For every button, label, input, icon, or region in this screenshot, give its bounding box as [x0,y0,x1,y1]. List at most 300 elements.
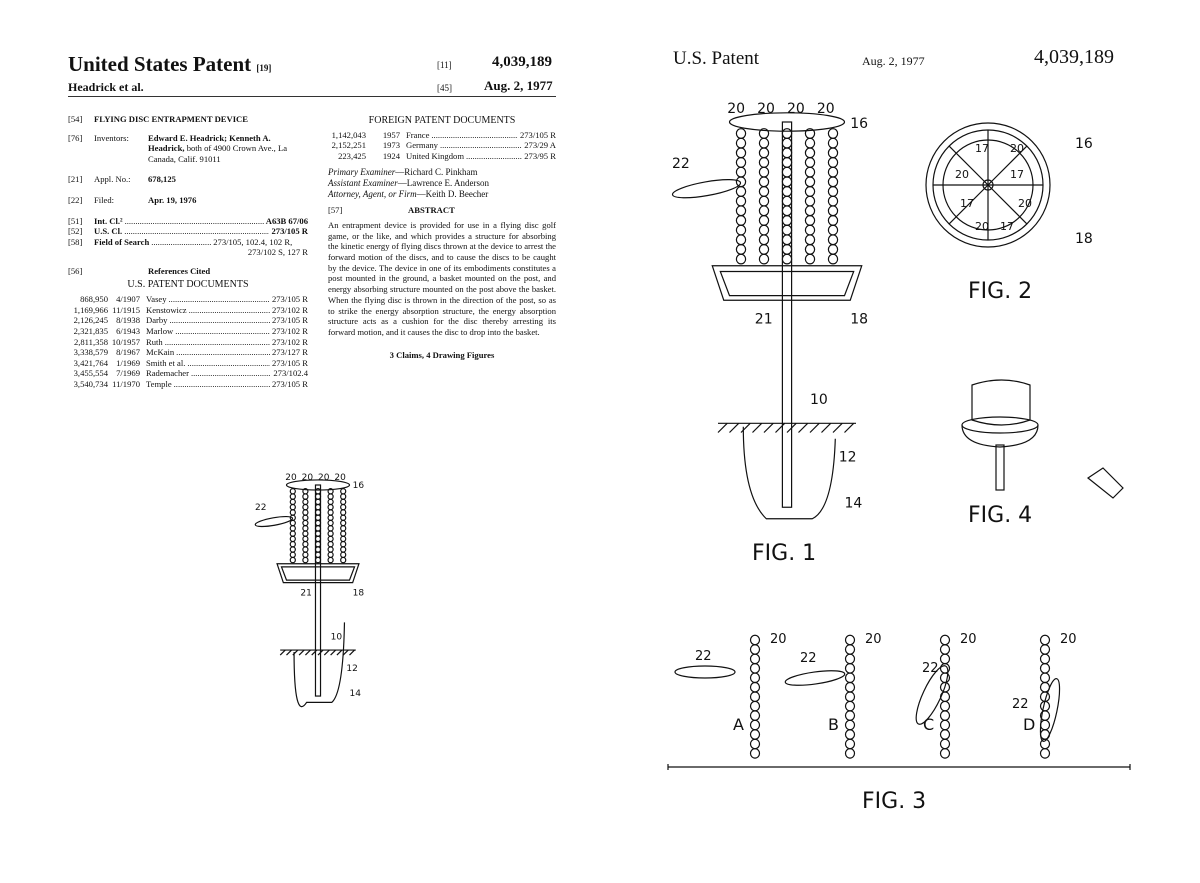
us-class: 273/105 R [271,226,308,237]
chain-link [290,536,295,541]
reference-numeral: 20 [787,100,805,117]
chain-link [941,635,950,644]
doc-name: Vasey [146,294,167,305]
chain-link [759,196,768,206]
figure-label: FIG. 1 [752,541,817,566]
inventor-short: Headrick et al. [68,80,144,94]
chain-link [805,138,814,148]
hatch [287,650,292,655]
chain-link [341,552,346,557]
chain-link [751,711,760,720]
hatch [305,650,310,655]
doc-number: 3,338,579 [73,347,108,358]
chain-link [290,531,295,536]
chain-link [341,542,346,547]
chain-link [941,645,950,654]
chain-link [303,557,308,562]
doc-class: 273/105 R [271,378,308,389]
doc-date: 1973 [382,140,400,151]
chain-link [846,645,855,654]
int-class: A63B 67/06 [265,215,308,226]
doc-number: 2,811,358 [73,336,108,347]
field-code: [21] [68,174,83,185]
doc-number: 223,425 [338,150,366,161]
chain-link [751,635,760,644]
chain-link [736,245,745,255]
chain-link [315,547,320,552]
chain-link [328,536,333,541]
chain-link [782,158,791,168]
patent-number: 4,039,189 [492,54,552,70]
chain-link [846,673,855,682]
chain-link [759,206,768,216]
title-text: United States Patent [68,52,252,76]
chain-link [828,196,837,206]
chain-link [328,542,333,547]
chain-link [846,692,855,701]
chain-link [805,177,814,187]
flying-disc [671,176,741,202]
hatch [337,650,342,655]
doc-date: 11/1915 [112,304,140,315]
chain-link [303,542,308,547]
chain-link [846,739,855,748]
chain-link [328,494,333,499]
right-header-number: 4,039,189 [1034,46,1114,68]
chain-link [736,206,745,216]
right-header-date: Aug. 2, 1977 [862,54,925,68]
chain-link [846,635,855,644]
chain-link [805,225,814,235]
field-label: Filed: [94,194,115,205]
doc-class: 273/95 R [524,150,556,161]
chain-link [303,547,308,552]
chain-link [846,654,855,663]
chain-link [303,520,308,525]
chain-link [1041,635,1050,644]
doc-name: Kenstowicz [146,304,187,315]
title-code: [19] [256,63,272,73]
hatch [753,423,762,432]
chain-link [828,129,837,139]
ground-fill [743,427,835,519]
chain-link [328,552,333,557]
field-code: [76] [68,132,83,143]
chain-link [315,510,320,515]
chain-link [1041,720,1050,729]
chain-link [315,499,320,504]
examiner-name: —Richard C. Pinkham [395,167,478,178]
chain-link [290,542,295,547]
panel-label: A [733,715,744,734]
reference-numeral: 20 [975,220,989,233]
doc-number: 2,126,245 [73,315,108,326]
claims-count: 3 Claims, 4 Drawing Figures [389,349,495,360]
chain-link [759,254,768,264]
chain-link [290,510,295,515]
doc-number: 3,455,554 [73,368,108,379]
reference-numeral: 20 [334,472,346,483]
reference-numeral: 22 [922,661,939,676]
chain-link [759,225,768,235]
doc-class: 273/102 R [271,304,308,315]
chain-link [782,196,791,206]
chain-link [736,187,745,197]
appl-number: 678,125 [148,174,176,185]
chain-link [805,158,814,168]
doc-name: Germany [406,140,438,151]
chain-link [290,520,295,525]
field-code: [58] [68,236,83,247]
chain-link [736,129,745,139]
chain-link [315,552,320,557]
reference-numeral: 20 [1010,142,1024,155]
reference-numeral: 16 [352,481,365,492]
reference-numeral: 21 [754,311,773,328]
chain-link [759,158,768,168]
chain-link [759,167,768,177]
chain-link [328,526,333,531]
chain-link [751,683,760,692]
chain-link [328,531,333,536]
us-docs-heading: U.S. PATENT DOCUMENTS [127,278,249,290]
doc-class: 273/105 R [519,129,556,140]
chain-link [315,520,320,525]
chain-link [341,526,346,531]
chain-link [290,494,295,499]
reference-numeral: 17 [1010,168,1024,181]
basket-inner [281,567,354,580]
chain-link [805,206,814,216]
chain-link [341,494,346,499]
chain-link [805,148,814,158]
hatch [741,423,750,432]
chain-link [782,254,791,264]
reference-numeral: 22 [695,649,712,664]
examiner-role: Assistant Examiner [328,178,398,189]
hatch [776,423,785,432]
examiner-role: Primary Examiner [328,167,396,178]
reference-numeral: 20 [770,632,787,647]
doc-number: 2,321,835 [73,325,108,336]
doc-name: Ruth [146,336,163,347]
chain-link [828,167,837,177]
panel-label: B [828,715,839,734]
chain-link [846,664,855,673]
chain-link [805,254,814,264]
reference-numeral: 20 [955,168,969,181]
hatch [822,423,831,432]
chain-link [341,489,346,494]
chain-link [303,531,308,536]
panel-label: C [923,715,935,734]
doc-date: 8/1938 [116,315,140,326]
doc-date: 6/1943 [116,325,140,336]
doc-class: 273/127 R [271,347,308,358]
reference-numeral: 22 [800,651,817,666]
chain-link [303,526,308,531]
chain-link [941,720,950,729]
chain-link [941,692,950,701]
panel-label: D [1023,715,1036,734]
chain-link [941,701,950,710]
chain-link [290,505,295,510]
reference-numeral: 20 [318,472,330,483]
chain-link [315,526,320,531]
basket-inner [720,272,853,296]
field-label: Appl. No.: [94,174,131,185]
reference-numeral: 22 [672,156,690,172]
chain-link [782,129,791,139]
chain-link [315,531,320,536]
figure-label: FIG. 4 [968,503,1033,528]
abstract-code: [57] [328,205,343,216]
search-field-1: 273/105, 102.4, 102 R, [213,236,293,247]
chain-link [1041,654,1050,663]
chain-link [782,187,791,197]
chain-link [736,254,745,264]
doc-number: 868,950 [80,294,108,305]
chain-link [736,225,745,235]
field-code: [56] [68,265,83,276]
chain-link [303,552,308,557]
chain-link [290,552,295,557]
doc-class: 273/102.4 [273,368,308,379]
chain-link [941,739,950,748]
chain-link [828,235,837,245]
num-code: [11] [437,60,452,70]
hatch [331,650,336,655]
patent-date: Aug. 2, 1977 [484,78,553,93]
reference-numeral: 16 [850,115,869,132]
reference-numeral: 18 [1075,231,1093,247]
figure-label: FIG. 3 [862,789,927,814]
chain-link [328,505,333,510]
doc-date: 8/1967 [116,347,140,358]
chain-link [759,177,768,187]
doc-date: 1924 [382,150,400,161]
reference-numeral: 10 [330,632,343,643]
chain-link [782,216,791,226]
chain-link [315,515,320,520]
chain-link [303,494,308,499]
doc-name: McKain [146,347,175,358]
reference-numeral: 20 [1018,197,1032,210]
doc-date: 4/1907 [116,294,140,305]
field-label: Int. Cl.² [94,215,123,226]
chain-link [751,739,760,748]
chain-link [736,148,745,158]
chain-link [328,557,333,562]
date-code: [45] [437,83,452,93]
reference-numeral: 10 [810,391,828,408]
chain-link [736,158,745,168]
chain-link [941,654,950,663]
chain-link [328,520,333,525]
chain-link [315,542,320,547]
doc-class: 273/29 A [524,140,556,151]
chain-link [828,225,837,235]
chain-link [759,138,768,148]
chain-link [782,138,791,148]
chain-link [328,515,333,520]
field-label: Field of Search [94,236,150,247]
chain-link [782,177,791,187]
chain-link [328,499,333,504]
chain-link [805,167,814,177]
chain-link [341,547,346,552]
chain-link [736,167,745,177]
doc-class: 273/105 R [271,315,308,326]
doc-number: 2,152,251 [331,140,366,151]
chain-link [303,510,308,515]
chain-link [303,505,308,510]
hatch [299,650,304,655]
doc-name: France [406,129,430,140]
field-code: [54] [68,114,83,124]
chain-link [736,235,745,245]
chain-link [828,187,837,197]
chain-link [1041,645,1050,654]
field-code: [52] [68,226,83,237]
hatch [799,423,808,432]
doc-number: 3,421,764 [73,357,108,368]
reference-numeral: 14 [844,495,863,512]
reference-numeral: 16 [1075,136,1093,152]
reference-numeral: 20 [727,100,746,117]
chain-link [736,196,745,206]
doc-name: Darby [146,315,168,326]
chain-link [315,557,320,562]
chain-link [341,510,346,515]
field-label: Inventors: [94,132,129,143]
chain-link [303,536,308,541]
chain-link [751,720,760,729]
chain-link [315,494,320,499]
chain-link [782,206,791,216]
chain-link [846,749,855,758]
reference-numeral: 20 [285,472,297,483]
chain-link [290,499,295,504]
abstract-text: An entrapment device is provided for use in a flying disc golf game, or the like, and which provides a structure for absorbing the kinetic energy of flying discs thrown at the device to arrest the forward motion of the discs, and to cause the discs to be caught by the device. The device in one of its embodiments constitutes a post mounted in the ground, a basket mounted on the post, and energy absorbing structure mounted on the post above the basket. When the flying disc is thrown in the direction of the post, so as to strike the energy absorption structure, the energy absorption structure acts as a cushion for the disc thereby arresting its forward motion, and it causes the disc to drop into the basket. [328,219,556,337]
chain-link [341,505,346,510]
refs-heading: References Cited [148,265,211,276]
chain-link [782,235,791,245]
filed-date: Apr. 19, 1976 [148,194,197,205]
reference-numeral: 20 [960,632,977,647]
fig4-post [996,445,1004,490]
inventor-names: Edward E. Headrick; Kenneth A. Headrick, [148,132,271,154]
reference-numeral: 22 [255,503,267,514]
doc-class: 273/105 R [271,357,308,368]
reference-numeral: 17 [975,142,989,155]
doc-date: 7/1969 [116,368,140,379]
chain-link [759,245,768,255]
reference-numeral: 17 [1000,220,1014,233]
chain-link [341,536,346,541]
chain-link [782,225,791,235]
chain-link [736,138,745,148]
chain-link [846,720,855,729]
field-code: [51] [68,215,83,226]
reference-numeral: 12 [838,449,857,466]
chain-link [303,499,308,504]
doc-number: 1,142,043 [331,129,366,140]
chain-link [941,749,950,758]
chain-link [846,683,855,692]
reference-numeral: 20 [816,100,835,117]
bracket [668,764,1130,770]
doc-number: 3,540,734 [73,378,108,389]
disc-a [675,666,735,678]
chain-link [341,557,346,562]
doc-number: 1,169,966 [73,304,108,315]
examiner-name: —Lawrence E. Anderson [397,178,489,189]
reference-numeral: 20 [757,100,775,117]
chain-link [828,254,837,264]
examiner-name: —Keith D. Beecher [416,189,489,200]
doc-name: Temple [146,378,172,389]
chain-link [290,557,295,562]
field-code: [22] [68,194,83,205]
search-field-2: 273/102 S, 127 R [247,247,308,258]
hatch [718,423,727,432]
chain-link [759,216,768,226]
chain-link [341,520,346,525]
reference-numeral: 17 [960,197,974,210]
chain-link [303,515,308,520]
doc-name: Rademacher [146,368,189,379]
doc-class: 273/102 R [271,325,308,336]
hatch [324,650,329,655]
chain-link [751,701,760,710]
hatch [833,423,842,432]
right-header-title: U.S. Patent [673,48,760,69]
doc-date: 1957 [382,129,400,140]
chain-link [290,489,295,494]
chain-link [328,547,333,552]
figure-label: FIG. 2 [968,279,1033,304]
chain-link [759,148,768,158]
chain-link [782,167,791,177]
chain-link [759,235,768,245]
doc-class: 273/105 R [271,294,308,305]
chain-link [1041,749,1050,758]
chain-link [736,216,745,226]
chain-link [805,216,814,226]
doc-name: Smith et al. [146,357,186,368]
chain-link [341,499,346,504]
chain-link [828,177,837,187]
chain-link [751,645,760,654]
chain-link [828,216,837,226]
chain-link [828,148,837,158]
hatch [730,423,739,432]
chain-link [846,730,855,739]
chain-link [846,701,855,710]
reference-numeral: 12 [346,663,358,674]
chain-link [759,187,768,197]
field-label: U.S. Cl. [94,226,123,237]
reference-numeral: 21 [300,588,312,599]
doc-class: 273/102 R [271,336,308,347]
abstract-heading: ABSTRACT [408,205,455,216]
post [782,122,791,507]
chain-link [751,730,760,739]
doc-name: Marlow [146,325,174,336]
reference-numeral: 22 [1012,697,1029,712]
fig4-basket [962,425,1038,447]
